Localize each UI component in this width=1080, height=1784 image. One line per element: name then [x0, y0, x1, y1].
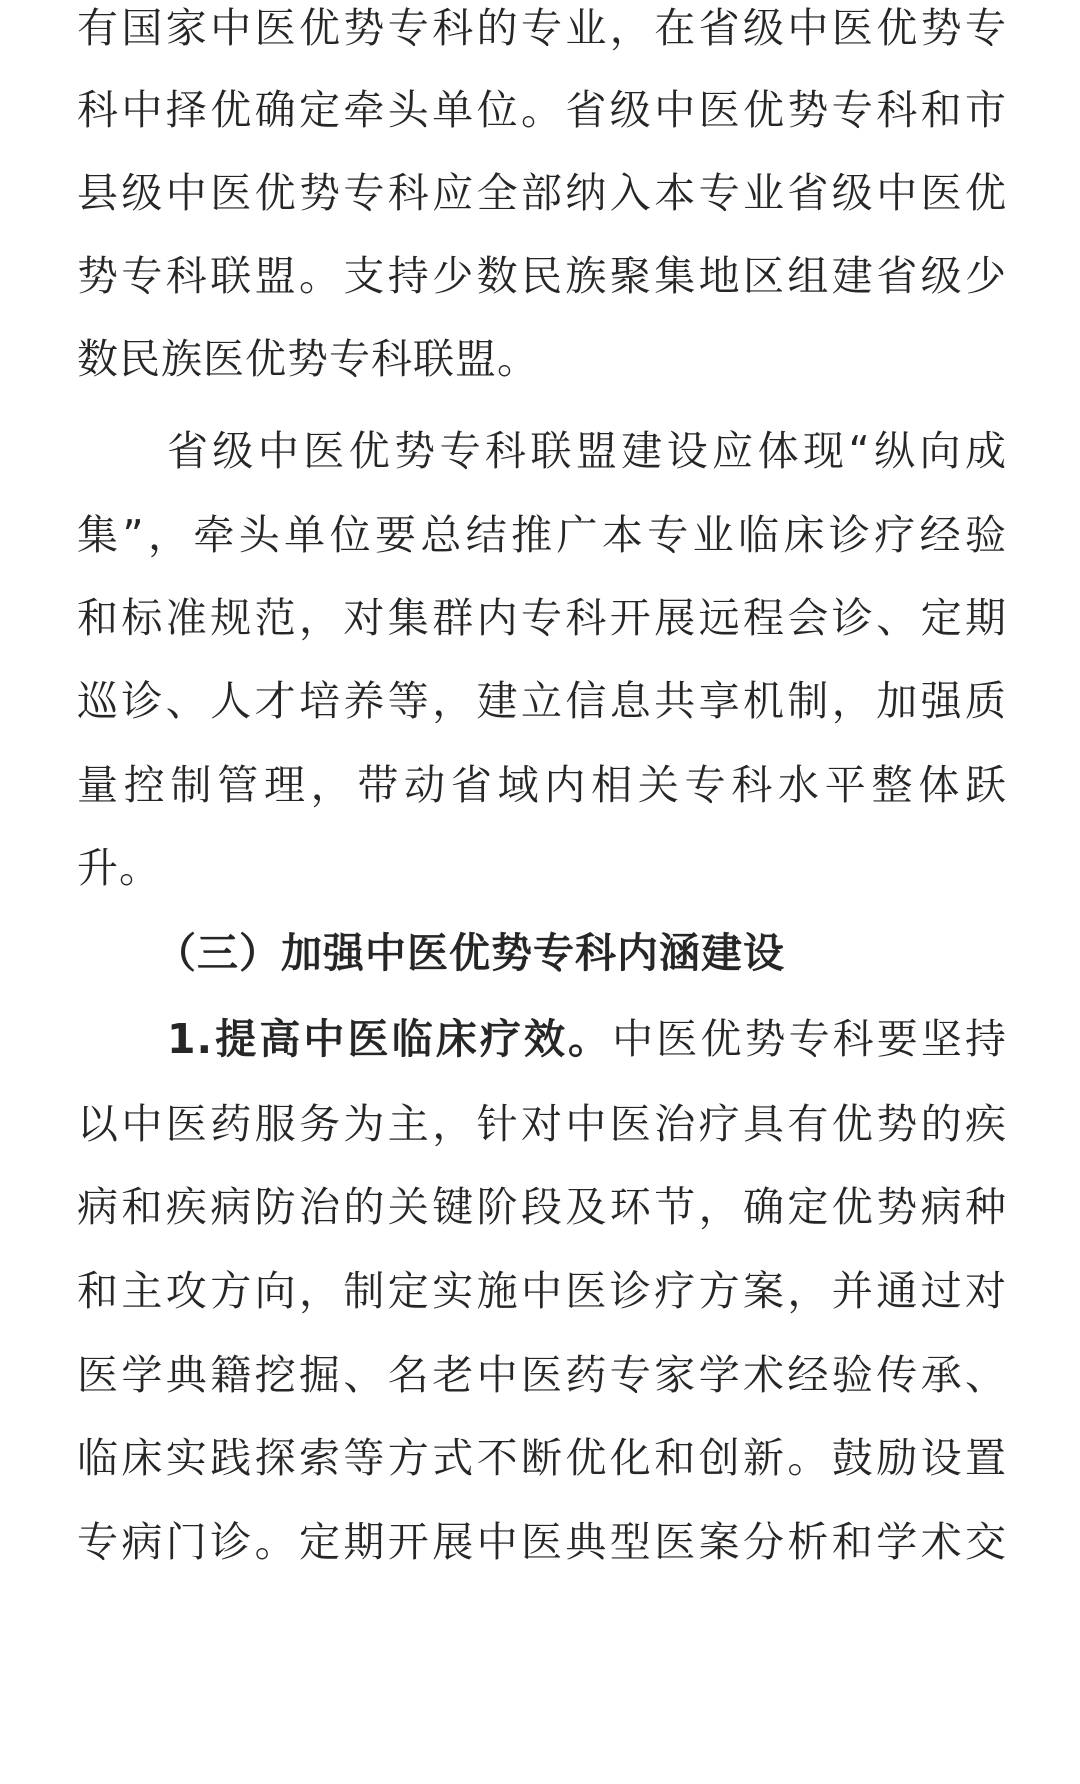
paragraph-line: 病和疾病防治的关键阶段及环节，确定优势病种: [77, 1183, 1007, 1231]
paragraph-line: 和主攻方向，制定实施中医诊疗方案，并通过对: [77, 1267, 1007, 1315]
paragraph-line: 巡诊、人才培养等，建立信息共享机制，加强质: [77, 677, 1007, 725]
paragraph-line: 集”，牵头单位要总结推广本专业临床诊疗经验: [77, 511, 1007, 559]
paragraph-line: 专病门诊。定期开展中医典型医案分析和学术交: [77, 1518, 1007, 1566]
paragraph-line: 量控制管理，带动省域内相关专科水平整体跃: [77, 761, 1007, 809]
paragraph-line: 以中医药服务为主，针对中医治疗具有优势的疾: [77, 1100, 1007, 1148]
paragraph-line: 和标准规范，对集群内专科开展远程会诊、定期: [77, 594, 1007, 642]
paragraph-line: 临床实践探索等方式不断优化和创新。鼓励设置: [77, 1434, 1007, 1482]
paragraph-line: 数民族医优势专科联盟。: [77, 335, 539, 383]
paragraph-first-line: [167, 1004, 1007, 1074]
paragraph-text: 中医优势专科要坚持: [612, 1015, 1007, 1063]
paragraph-line: 势专科联盟。支持少数民族聚集地区组建省级少: [77, 252, 1007, 300]
paragraph-line: 升。: [77, 844, 161, 892]
paragraph-line: 县级中医优势专科应全部纳入本专业省级中医优: [77, 169, 1007, 217]
paragraph-line: 医学典籍挖掘、名老中医药专家学术经验传承、: [77, 1351, 1007, 1399]
paragraph-line: 科中择优确定牵头单位。省级中医优势专科和市: [77, 86, 1007, 134]
section-heading: （三）加强中医优势专科内涵建设: [155, 929, 785, 977]
bold-lead-text: 1.提高中医临床疗效。: [167, 1015, 613, 1063]
paragraph-line: 有国家中医优势专科的专业，在省级中医优势专: [77, 4, 1007, 52]
paragraph-line: 省级中医优势专科联盟建设应体现“纵向成: [167, 427, 1007, 475]
